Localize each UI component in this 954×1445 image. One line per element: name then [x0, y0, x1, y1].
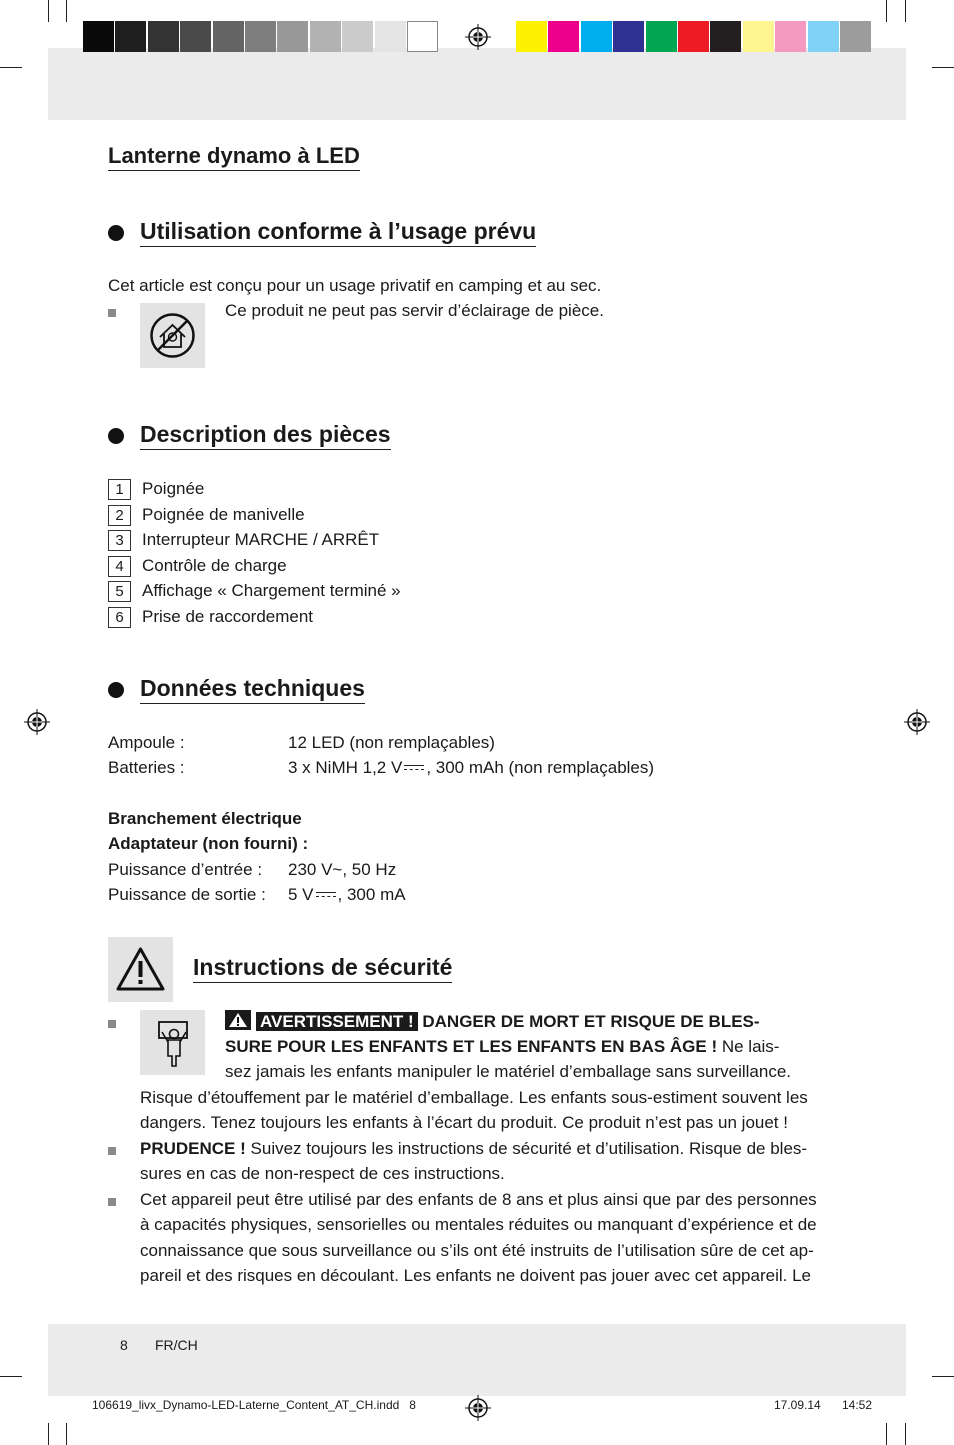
- list-square: [108, 1147, 116, 1155]
- top-band: [48, 48, 906, 120]
- list-square: [108, 1020, 116, 1028]
- heading-parts: Description des pièces: [140, 421, 391, 450]
- color-swatch: [808, 21, 839, 52]
- parts-list: [108, 476, 401, 629]
- warning-line-1: [225, 1009, 760, 1035]
- battery-label: Batteries :: [108, 758, 185, 777]
- warning-line-2: [225, 1034, 779, 1060]
- crop-mark: [66, 0, 67, 22]
- crop-mark: [932, 1376, 954, 1377]
- color-swatch: [613, 21, 644, 52]
- battery-value-b: , 300 mAh (non remplaçables): [426, 758, 655, 777]
- no-room-lighting-icon: [140, 303, 205, 368]
- color-swatch: [148, 21, 179, 52]
- warning-line-4: Risque d’étouffement par le matériel d’emballage. Les enfants sous-estiment souvent les: [140, 1088, 808, 1107]
- part-item: [108, 553, 401, 579]
- power-heading-2: Adaptateur (non fourni) :: [108, 834, 309, 853]
- color-swatch: [581, 21, 612, 52]
- part-number: 2: [108, 505, 131, 526]
- battery-value: [288, 755, 654, 781]
- children-line-3: connaissance que sous surveillance ou s’ils ont été instruits de l’utilisation sûre de cet ap-: [140, 1241, 814, 1260]
- section-bullet: [108, 225, 124, 241]
- color-swatch: [180, 21, 211, 52]
- warning-title-2: SURE POUR LES ENFANTS ET LES ENFANTS EN BAS ÂGE !: [225, 1037, 718, 1056]
- color-swatch: [375, 21, 406, 52]
- caution-line-2: sures en cas de non-respect de ces instructions.: [140, 1164, 505, 1183]
- crop-mark: [48, 0, 49, 22]
- color-swatch: [710, 21, 741, 52]
- part-label: Interrupteur MARCHE / ARRÊT: [142, 530, 380, 549]
- warning-line-3: sez jamais les enfants manipuler le matériel d’emballage sans surveillance.: [225, 1062, 791, 1081]
- battery-value-a: 3 x NiMH 1,2 V: [288, 758, 403, 777]
- dc-symbol-icon: [404, 765, 424, 773]
- print-time: 14:52: [842, 1398, 873, 1412]
- part-label: Contrôle de charge: [142, 555, 287, 575]
- heading-tech: Données techniques: [140, 675, 365, 704]
- children-line-1: Cet appareil peut être utilisé par des enfants de 8 ans et plus ainsi que par des personnes: [140, 1190, 817, 1209]
- color-swatch: [775, 21, 806, 52]
- dc-symbol-icon: [316, 892, 336, 900]
- color-swatch: [213, 21, 244, 52]
- caution-text-1: Suivez toujours les instructions de sécurité et d’utilisation. Risque de bles-: [245, 1139, 808, 1158]
- part-item: [108, 502, 401, 528]
- crop-mark: [0, 67, 22, 68]
- part-item: [108, 527, 401, 553]
- part-label: Poignée: [142, 479, 205, 498]
- caution-label: PRUDENCE !: [140, 1139, 246, 1158]
- color-swatch: [743, 21, 774, 52]
- warning-badge: AVERTISSEMENT !: [256, 1012, 418, 1031]
- registration-mark-icon: [465, 1395, 491, 1421]
- page-title: Lanterne dynamo à LED: [108, 143, 360, 171]
- section-bullet: [108, 428, 124, 444]
- list-square: [108, 1198, 116, 1206]
- section-bullet: [108, 682, 124, 698]
- print-date: 17.09.14: [774, 1398, 821, 1412]
- warning-text-1: Ne lais-: [717, 1037, 780, 1056]
- part-label: Affichage « Chargement terminé »: [142, 581, 401, 600]
- part-item: [108, 476, 401, 502]
- part-number: 5: [108, 581, 131, 602]
- input-value: 230 V~, 50 Hz: [288, 860, 397, 879]
- bulb-value: 12 LED (non remplaçables): [288, 733, 495, 752]
- children-line-4: pareil et des risques en découlant. Les enfants ne doivent pas jouer avec cet appareil. Le: [140, 1266, 811, 1285]
- child-warning-icon: [140, 1010, 205, 1075]
- part-number: 1: [108, 479, 131, 500]
- crop-mark: [0, 1376, 22, 1377]
- color-swatch: [840, 21, 871, 52]
- bottom-band: [48, 1324, 906, 1396]
- warning-triangle-icon: [108, 937, 173, 1002]
- crop-mark: [932, 67, 954, 68]
- color-swatch: [83, 21, 114, 52]
- color-swatch: [245, 21, 276, 52]
- part-item: [108, 578, 401, 604]
- heading-safety: Instructions de sécurité: [193, 954, 452, 983]
- crop-mark: [905, 1423, 906, 1445]
- crop-mark: [905, 0, 906, 22]
- crop-mark: [886, 1423, 887, 1445]
- color-swatch: [548, 21, 579, 52]
- caution-line-1: [140, 1136, 807, 1162]
- crop-mark: [48, 1423, 49, 1445]
- list-square: [108, 309, 116, 317]
- usage-intro: Cet article est conçu pour un usage privatif en camping et au sec.: [108, 276, 602, 295]
- registration-mark-icon: [465, 24, 491, 50]
- color-swatch: [516, 21, 547, 52]
- warning-line-5: dangers. Tenez toujours les enfants à l’écart du produit. Ce produit n’est pas un jouet !: [140, 1113, 788, 1132]
- output-value: [288, 882, 406, 908]
- bulb-label: Ampoule :: [108, 733, 185, 752]
- part-number: 4: [108, 556, 131, 577]
- part-label: Poignée de manivelle: [142, 504, 305, 524]
- part-label: Prise de raccordement: [142, 606, 314, 626]
- part-number: 3: [108, 530, 131, 551]
- color-swatch: [678, 21, 709, 52]
- heading-usage: Utilisation conforme à l’usage prévu: [140, 218, 536, 247]
- color-swatch: [277, 21, 308, 52]
- page-number: 8: [120, 1337, 128, 1353]
- power-heading-1: Branchement électrique: [108, 809, 302, 828]
- color-swatch: [310, 21, 341, 52]
- crop-mark: [66, 1423, 67, 1445]
- part-item: [108, 604, 401, 630]
- color-swatch: [646, 21, 677, 52]
- usage-note: Ce produit ne peut pas servir d’éclairage de pièce.: [225, 301, 604, 320]
- registration-mark-icon: [904, 709, 930, 735]
- crop-mark: [886, 0, 887, 22]
- registration-mark-icon: [24, 709, 50, 735]
- color-swatch: [407, 21, 438, 52]
- color-swatch: [115, 21, 146, 52]
- children-line-2: à capacités physiques, sensorielles ou mentales réduites ou manquant d’expérience et de: [140, 1215, 817, 1234]
- input-label: Puissance d’entrée :: [108, 860, 263, 879]
- output-value-a: 5 V: [288, 885, 314, 904]
- output-value-b: , 300 mA: [337, 885, 406, 904]
- warning-badge-icon: [225, 1010, 251, 1030]
- output-label: Puissance de sortie :: [108, 885, 266, 904]
- color-swatch: [342, 21, 373, 52]
- warning-title-1: DANGER DE MORT ET RISQUE DE BLES-: [422, 1012, 760, 1031]
- part-number: 6: [108, 607, 131, 628]
- file-name: 106619_livx_Dynamo-LED-Laterne_Content_AT_CH.indd 8: [92, 1398, 416, 1412]
- page-locale: FR/CH: [155, 1337, 198, 1353]
